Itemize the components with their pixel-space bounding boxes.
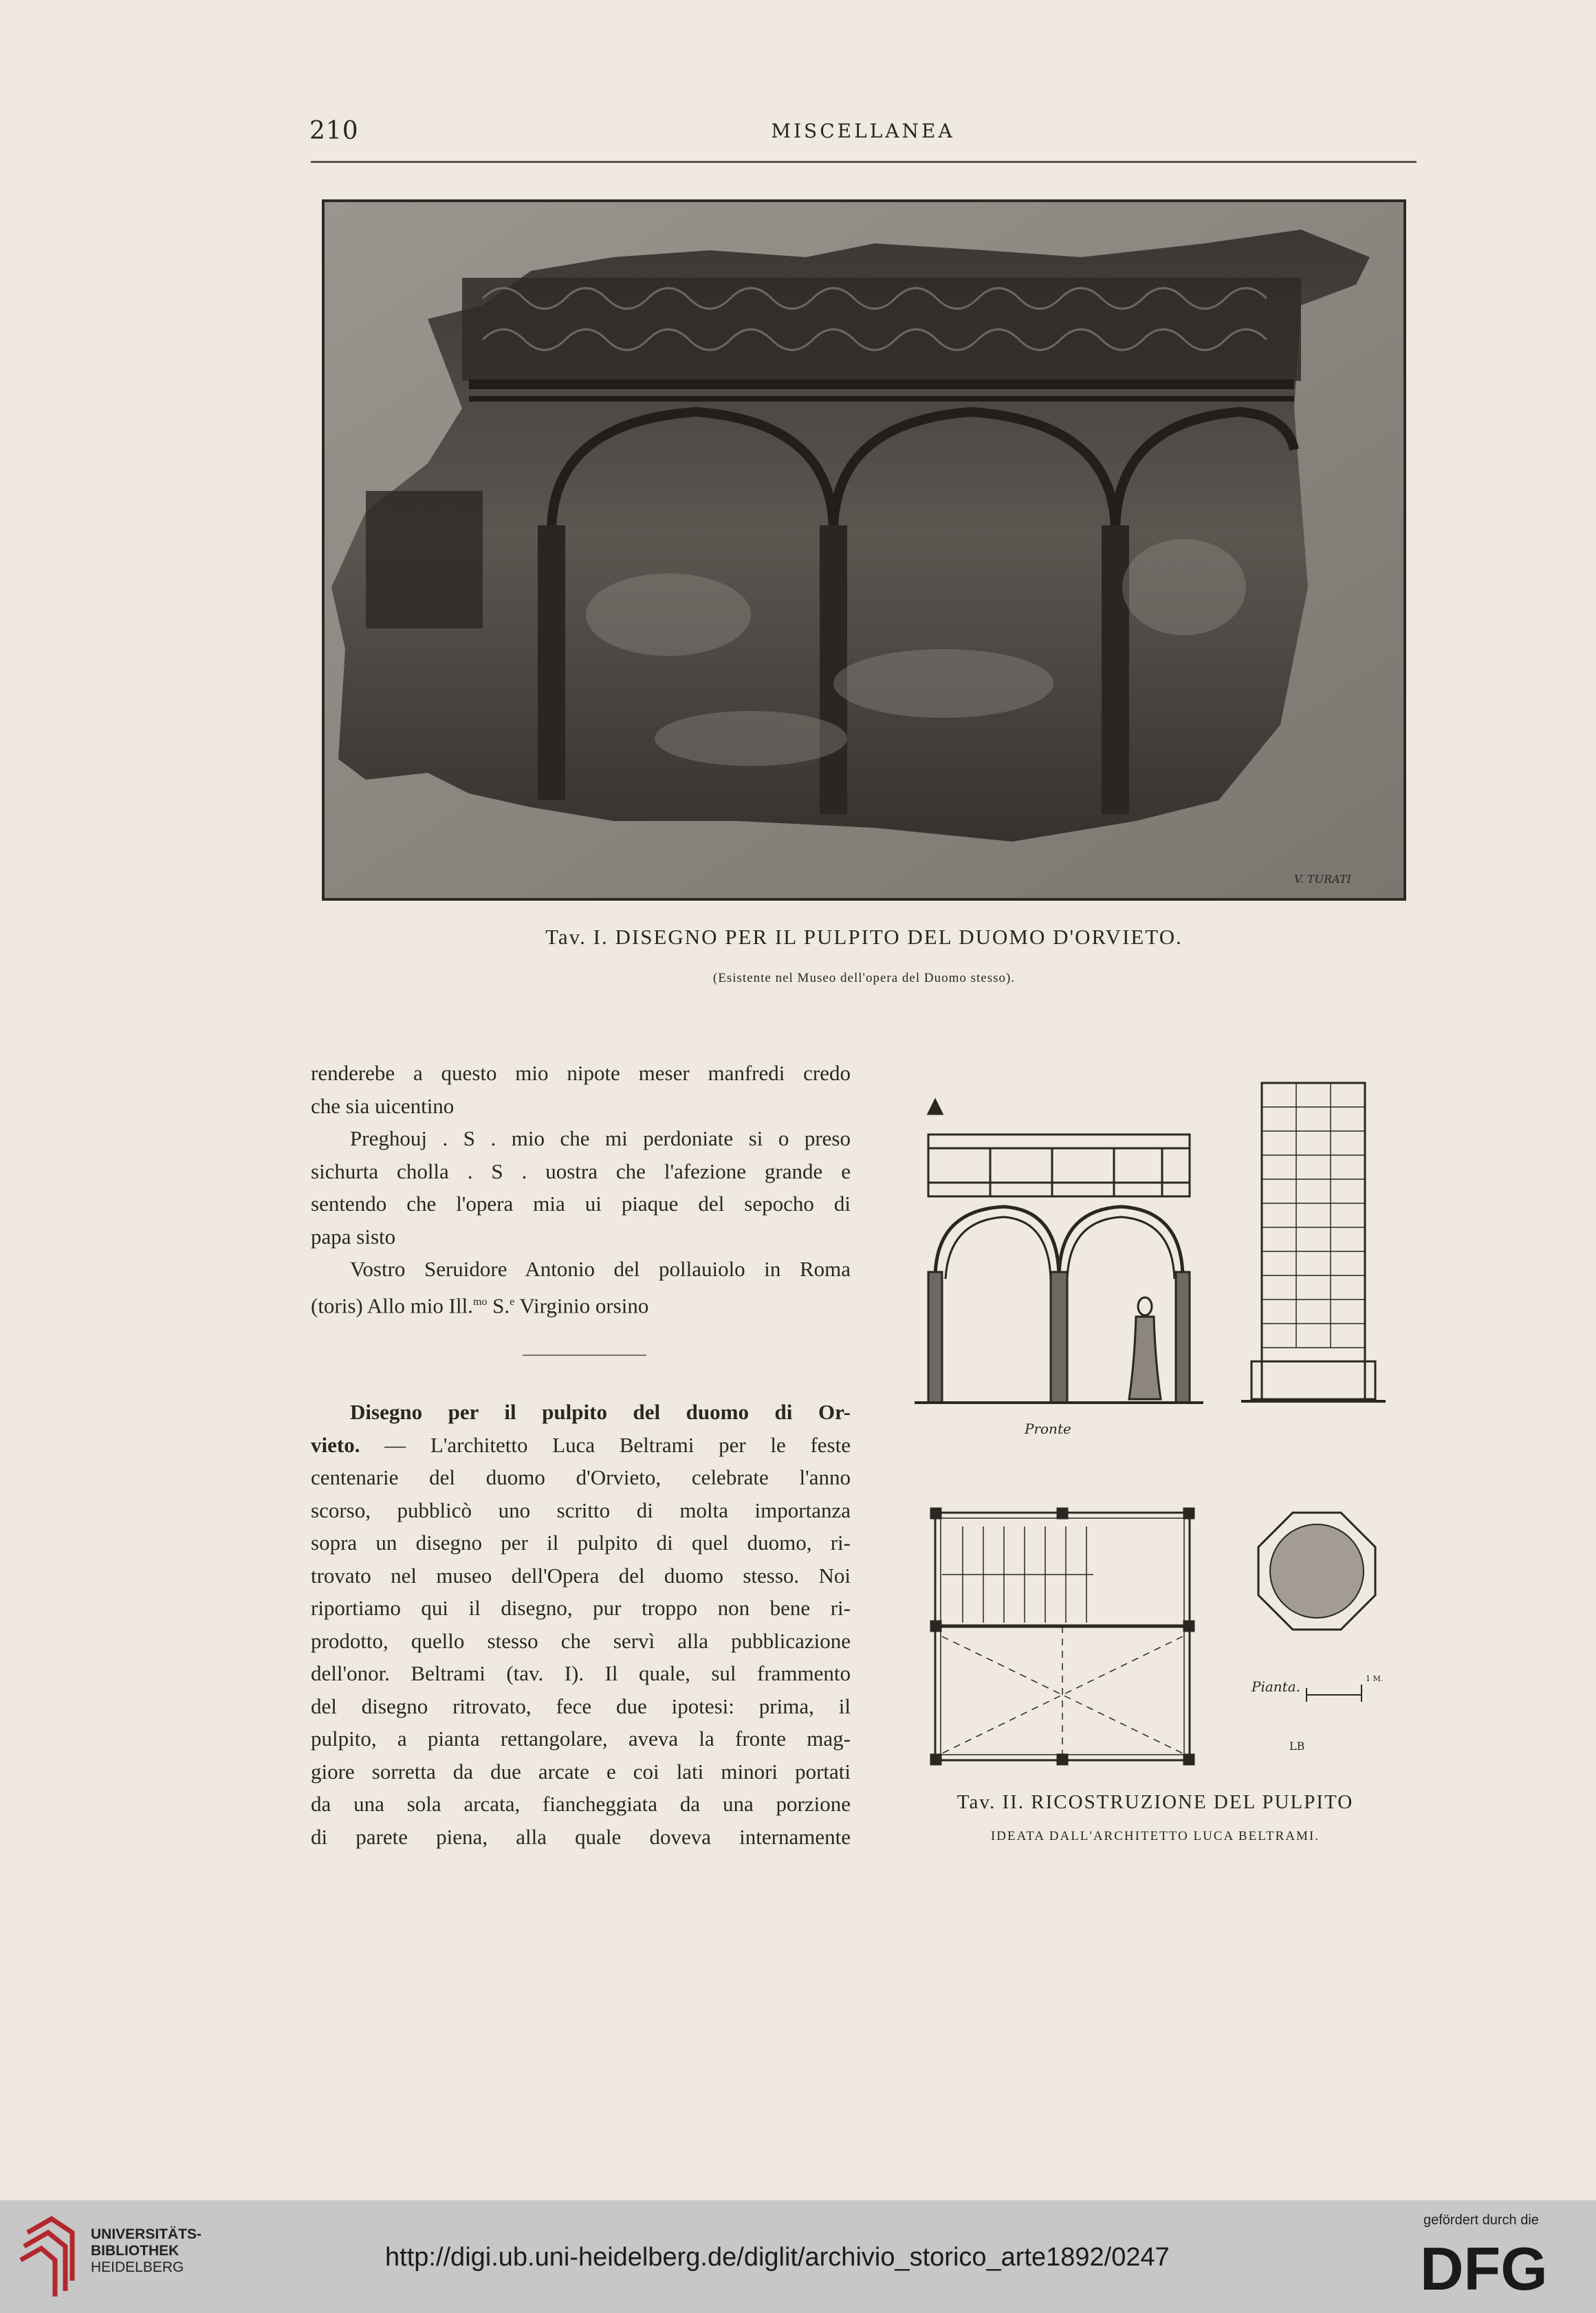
cornice <box>469 380 1294 389</box>
article-line: prodotto, quello stesso che servì alla pubblicazione <box>311 1628 851 1653</box>
letter-line: Preghouj . S . mio che mi perdoniate si o preso <box>350 1126 851 1150</box>
section-divider <box>523 1355 646 1356</box>
letter-closing-line <box>311 1286 851 1319</box>
article-line: riportiamo qui il disegno, pur troppo non bene ri- <box>311 1596 851 1620</box>
article-line-rest: — L'architetto Luca Beltrami per le feste <box>360 1432 851 1457</box>
label-scale: 1 M. <box>1366 1674 1384 1683</box>
funding-note: gefördert durch die <box>1423 2213 1539 2228</box>
article-line: dell'onor. Beltrami (tav. I). Il quale, sul frammento <box>311 1661 851 1685</box>
article-line: giore sorretta da due arcate e coi lati minori portati <box>311 1759 851 1784</box>
library-name-line: BIBLIOTHEK <box>91 2243 179 2259</box>
article-line: centenarie del duomo d'Orvieto, celebrate l'anno <box>311 1465 851 1489</box>
front-elevation <box>915 1100 1203 1403</box>
plate1-drawing <box>325 202 1403 898</box>
plan-view <box>931 1509 1194 1764</box>
label-plan: Pianta. <box>1251 1678 1300 1695</box>
running-title: MISCELLANEA <box>771 120 955 142</box>
university-library-logo-icon <box>14 2215 83 2298</box>
letter-closing-sup1: mo <box>472 1295 488 1308</box>
pillar-plan <box>1258 1513 1375 1630</box>
plate2-figure <box>887 1073 1417 1767</box>
letter-closing-mid: S. <box>487 1293 510 1317</box>
page-header <box>309 117 1417 158</box>
source-url-link[interactable]: http://digi.ub.uni-heidelberg.de/diglit/archivio_storico_arte1892/0247 <box>385 2243 1170 2272</box>
library-name-line: UNIVERSITÄTS- <box>91 2226 202 2242</box>
article-line: sopra un disegno per il pulpito di quel duomo, ri- <box>311 1531 851 1555</box>
engraver-signature: V. TURATI <box>1294 873 1351 886</box>
article-title: Disegno per il pulpito del duomo di Or- <box>350 1400 851 1424</box>
letter-line: sentendo che l'opera mia ui piaque del sepocho di <box>311 1192 851 1216</box>
letter-quotation <box>311 1057 851 1318</box>
letter-closing-sup2: e <box>510 1295 515 1308</box>
article-line: trovato nel museo dell'Opera del duomo stesso. Noi <box>311 1563 851 1588</box>
letter-line: Vostro Seruidore Antonio del pollauiolo in Roma <box>350 1257 851 1281</box>
label-front: Pronte <box>1025 1421 1071 1437</box>
plate1-figure <box>322 199 1406 901</box>
library-name-line: HEIDELBERG <box>91 2259 184 2275</box>
letter-line: sichurta cholla . S . uostra che l'afezione grande e <box>311 1159 851 1183</box>
scale-bar <box>1307 1685 1362 1702</box>
plate2-caption: Tav. II. RICOSTRUZIONE DEL PULPITO <box>956 1791 1354 1813</box>
header-rule <box>311 161 1417 163</box>
dfg-wordmark: DFG <box>1420 2235 1548 2299</box>
library-name <box>91 2226 201 2276</box>
architect-initials: LB <box>1289 1740 1305 1753</box>
article-line: del disegno ritrovato, fece due ipotesi: prima, il <box>311 1693 851 1718</box>
article-line <box>311 1429 851 1462</box>
letter-closing-prefix: (toris) Allo mio Ill. <box>311 1293 473 1317</box>
plate2-subcaption: IDEATA DALL'ARCHITETTO LUCA BELTRAMI. <box>990 1829 1320 1843</box>
page-number: 210 <box>309 117 359 145</box>
letter-line: papa sisto <box>311 1224 396 1249</box>
article-line: scorso, pubblicò uno scritto di molta importanza <box>311 1498 851 1522</box>
plate1-caption: Tav. I. DISEGNO PER IL PULPITO DEL DUOMO D'ORVIETO. <box>545 925 1183 949</box>
article-title-line <box>311 1396 851 1429</box>
dfg-logo-icon <box>1420 2233 1578 2299</box>
article-body <box>311 1396 851 1853</box>
article-line: pulpito, a pianta rettangolare, aveva la fronte mag- <box>311 1726 851 1751</box>
article-title-end: vieto. <box>311 1432 360 1457</box>
letter-closing-suffix: Virginio orsino <box>514 1293 649 1317</box>
letter-line: che sia uicentino <box>311 1093 455 1118</box>
plate1-subcaption: (Esistente nel Museo dell'opera del Duomo stesso). <box>712 971 1016 985</box>
letter-line: renderebe a questo mio nipote meser manfredi credo <box>311 1061 851 1085</box>
side-elevation <box>1241 1083 1386 1401</box>
article-line: di parete piena, alla quale doveva internamente <box>311 1824 851 1849</box>
article-line: da una sola arcata, fiancheggiata da una porzione <box>311 1792 851 1816</box>
plate2-drawing <box>887 1073 1417 1767</box>
